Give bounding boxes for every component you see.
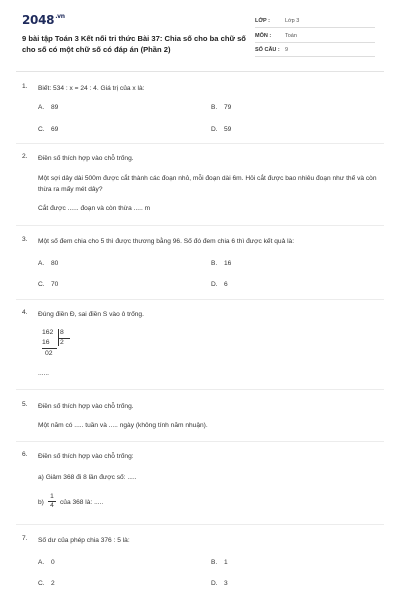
option-c[interactable] (38, 281, 58, 288)
logo-text: 2048 (22, 13, 55, 27)
option-label: D. (211, 281, 218, 288)
subtrahend: 16 (42, 339, 50, 346)
option-label: C. (38, 580, 45, 587)
option-value: 3 (224, 580, 228, 587)
remainder: 02 (45, 350, 53, 357)
question-text: Điền số thích hợp vào chỗ trống: (38, 453, 134, 460)
long-division (41, 329, 81, 365)
option-value: 2 (51, 580, 55, 587)
option-b[interactable] (211, 559, 228, 566)
fraction-denominator: 4 (50, 502, 54, 509)
quotient: 2 (60, 339, 64, 346)
question-separator (16, 225, 384, 226)
option-a[interactable] (38, 104, 58, 111)
option-label: C. (38, 281, 45, 288)
option-label: C. (38, 126, 45, 133)
divider (255, 42, 375, 43)
option-label: B. (211, 260, 218, 267)
option-value: 69 (51, 126, 59, 133)
question-number: 2. (22, 153, 28, 160)
divider (255, 27, 375, 28)
subtraction-line (42, 348, 57, 349)
divider (255, 56, 375, 57)
option-b[interactable] (211, 260, 231, 267)
class-value: Lớp 3 (285, 18, 300, 24)
option-label: D. (211, 580, 218, 587)
answer-box[interactable]: ...... (38, 370, 49, 377)
site-logo[interactable] (22, 13, 65, 27)
fraction-numerator: 1 (50, 493, 54, 500)
option-a[interactable] (38, 559, 55, 566)
subject-value: Toán (285, 33, 297, 39)
option-value: 1 (224, 559, 228, 566)
option-value: 6 (224, 281, 228, 288)
dividend: 162 (42, 329, 54, 336)
option-value: 79 (224, 104, 232, 111)
option-a[interactable] (38, 260, 58, 267)
header-divider (16, 71, 384, 72)
question-number: 5. (22, 401, 28, 408)
question-text: Đúng điền Đ, sai điền S vào ô trống. (38, 311, 144, 318)
question-number: 4. (22, 309, 28, 316)
question-separator (16, 524, 384, 525)
option-label: A. (38, 559, 45, 566)
option-label: D. (211, 126, 218, 133)
count-value: 9 (285, 47, 289, 53)
question-text: Điền số thích hợp vào chỗ trống. (38, 155, 134, 162)
option-value: 70 (51, 281, 59, 288)
question-number: 6. (22, 451, 28, 458)
divisor: 8 (60, 329, 64, 336)
question-separator (16, 299, 384, 300)
question-number: 7. (22, 535, 28, 542)
answer-line[interactable]: Cắt được ...... đoạn và còn thừa ..... m (38, 205, 151, 212)
option-label: B. (211, 559, 218, 566)
class-label: LỚP : (255, 18, 270, 24)
option-d[interactable] (211, 126, 231, 133)
option-value: 89 (51, 104, 59, 111)
option-value: 0 (51, 559, 55, 566)
question-text: Một số đem chia cho 5 thì được thương bằng 96. Số đó đem chia 6 thì được kết quả là: (38, 238, 295, 245)
document-title: 9 bài tập Toán 3 Kết nối tri thức Bài 37: Chia số cho ba chữ số cho số có một chữ số có đáp án (Phần 2) (22, 34, 246, 54)
question-separator (16, 441, 384, 442)
option-label: A. (38, 260, 45, 267)
option-value: 16 (224, 260, 232, 267)
question-text: Điền số thích hợp vào chỗ trống. (38, 403, 134, 410)
question-body: Một sợi dây dài 500m được cắt thành các đoạn nhỏ, mỗi đoạn dài 6m. Hỏi cắt được bao nhiêu đoạn như thế và còn thừa ra mấy mét dây? (38, 175, 377, 193)
part-b-label: b) (38, 499, 44, 506)
answer-line-a[interactable]: a) Giảm 368 đi 8 lần được số: ..... (38, 474, 137, 481)
question-number: 3. (22, 236, 28, 243)
option-value: 59 (224, 126, 232, 133)
question-number: 1. (22, 83, 28, 90)
option-label: A. (38, 104, 45, 111)
option-value: 80 (51, 260, 59, 267)
logo-suffix: .vn (55, 13, 65, 20)
option-d[interactable] (211, 580, 228, 587)
answer-line[interactable]: Một năm có ..... tuần và ..... ngày (không tính năm nhuận). (38, 422, 208, 429)
subject-label: MÔN : (255, 33, 272, 39)
option-b[interactable] (211, 104, 231, 111)
count-label: SỐ CÂU : (255, 47, 280, 53)
answer-line-b[interactable]: của 368 là: ..... (60, 499, 104, 506)
question-text: Biết: 534 : x = 24 : 4. Giá trị của x là: (38, 85, 145, 92)
option-label: B. (211, 104, 218, 111)
option-c[interactable] (38, 126, 58, 133)
option-d[interactable] (211, 281, 228, 288)
question-separator (16, 389, 384, 390)
question-separator (16, 143, 384, 144)
question-text: Số dư của phép chia 376 : 5 là: (38, 537, 130, 544)
page-header (0, 0, 400, 70)
option-c[interactable] (38, 580, 55, 587)
